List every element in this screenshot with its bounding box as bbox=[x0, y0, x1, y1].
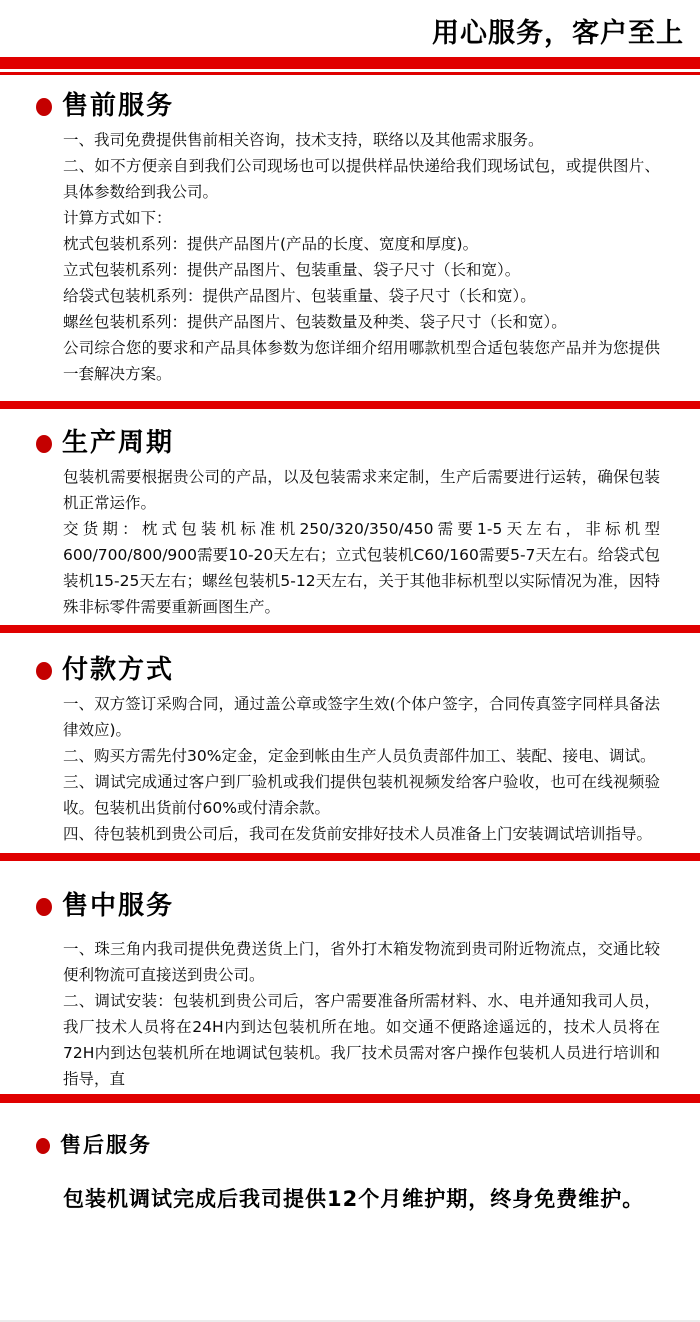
section-title-row bbox=[36, 91, 660, 122]
warranty-highlight: 包装机调试完成后我司提供12个月维护期，终身免费维护。 bbox=[63, 1187, 645, 1212]
section-presale bbox=[0, 75, 700, 401]
section-midsale bbox=[0, 861, 700, 1094]
red-bullet-icon bbox=[36, 98, 52, 116]
paragraph: 计算方式如下： bbox=[63, 209, 172, 228]
section-title: 售后服务 bbox=[60, 1133, 152, 1157]
paragraph: 公司综合您的要求和产品具体参数为您详细介绍用哪款机型合适包装您产品并为您提供一套解决方案。 bbox=[63, 339, 660, 384]
section-production-cycle bbox=[0, 409, 700, 625]
paragraph: 一、双方签订采购合同，通过盖公章或签字生效(个体户签字，合同传真签字同样具备法律效应)。 bbox=[63, 695, 660, 740]
red-bullet-icon bbox=[36, 1138, 50, 1154]
section-title-row bbox=[36, 891, 660, 922]
section-divider bbox=[0, 625, 700, 633]
page-header bbox=[0, 0, 700, 75]
red-bullet-icon bbox=[36, 898, 52, 916]
section-title-row bbox=[36, 428, 660, 459]
paragraph: 一、我司免费提供售前相关咨询，技术支持，联络以及其他需求服务。 bbox=[63, 131, 544, 150]
paragraph: 一、珠三角内我司提供免费送货上门，省外打木箱发物流到贵司附近物流点，交通比较便利物流可直接送到贵公司。 bbox=[63, 940, 660, 985]
section-title: 生产周期 bbox=[62, 428, 175, 458]
paragraph: 三、调试完成通过客户到厂验机或我们提供包装机视频发给客户验收，也可在线视频验收。包装机出货前付60%或付清余款。 bbox=[63, 773, 660, 818]
section-body bbox=[63, 127, 660, 387]
red-bullet-icon bbox=[36, 435, 52, 453]
section-divider bbox=[0, 401, 700, 409]
section-title-row bbox=[36, 655, 660, 686]
section-divider bbox=[0, 853, 700, 861]
section-title: 售中服务 bbox=[62, 891, 175, 921]
paragraph: 二、如不方便亲自到我们公司现场也可以提供样品快递给我们现场试包，或提供图片、具体参数给到我公司。 bbox=[63, 157, 660, 202]
section-title: 付款方式 bbox=[62, 655, 175, 685]
red-bullet-icon bbox=[36, 662, 52, 680]
section-divider bbox=[0, 1094, 700, 1103]
section-body bbox=[63, 464, 660, 620]
paragraph: 给袋式包装机系列：提供产品图片、包装重量、袋子尺寸（长和宽）。 bbox=[63, 287, 536, 306]
section-title: 售前服务 bbox=[62, 91, 175, 121]
section-title-row bbox=[36, 1133, 660, 1158]
section-body bbox=[63, 936, 660, 1092]
section-payment bbox=[0, 633, 700, 853]
paragraph: 包装机需要根据贵公司的产品，以及包装需求来定制，生产后需要进行运转，确保包装机正常运作。 bbox=[63, 468, 660, 513]
paragraph: 交货期：枕式包装机标准机250/320/350/450需要1-5天左右，非标机型600/700/800/900需要10-20天左右；立式包装机C60/160需要5-7天左右。给袋式包装机15-25天左右；螺丝包装机5-12天左右，关于其他非标机型以实际情况为准，因特殊非标零件需要重新画图生产。 bbox=[63, 520, 660, 617]
paragraph: 二、调试安装：包装机到贵公司后，客户需要准备所需材料、水、电并通知我司人员，我厂技术人员将在24H内到达包装机所在地。如交通不便路途遥远的，技术人员将在72H内到达包装机所在地调试包装机。我厂技术员需对客户操作包装机人员进行培训和指导，直 bbox=[63, 992, 660, 1089]
paragraph: 螺丝包装机系列：提供产品图片、包装数量及种类、袋子尺寸（长和宽）。 bbox=[63, 313, 567, 332]
header-slogan: 用心服务，客户至上 bbox=[432, 18, 684, 49]
paragraph: 四、待包装机到贵公司后，我司在发货前安排好技术人员准备上门安装调试培训指导。 bbox=[63, 825, 653, 844]
section-body bbox=[63, 691, 660, 847]
section-aftersale bbox=[0, 1103, 700, 1322]
paragraph: 枕式包装机系列：提供产品图片(产品的长度、宽度和厚度)。 bbox=[63, 235, 479, 254]
paragraph: 立式包装机系列：提供产品图片、包装重量、袋子尺寸（长和宽）。 bbox=[63, 261, 521, 280]
header-divider-thick bbox=[0, 57, 700, 69]
paragraph: 二、购买方需先付30%定金，定金到帐由生产人员负责部件加工、装配、接电、调试。 bbox=[63, 747, 656, 766]
